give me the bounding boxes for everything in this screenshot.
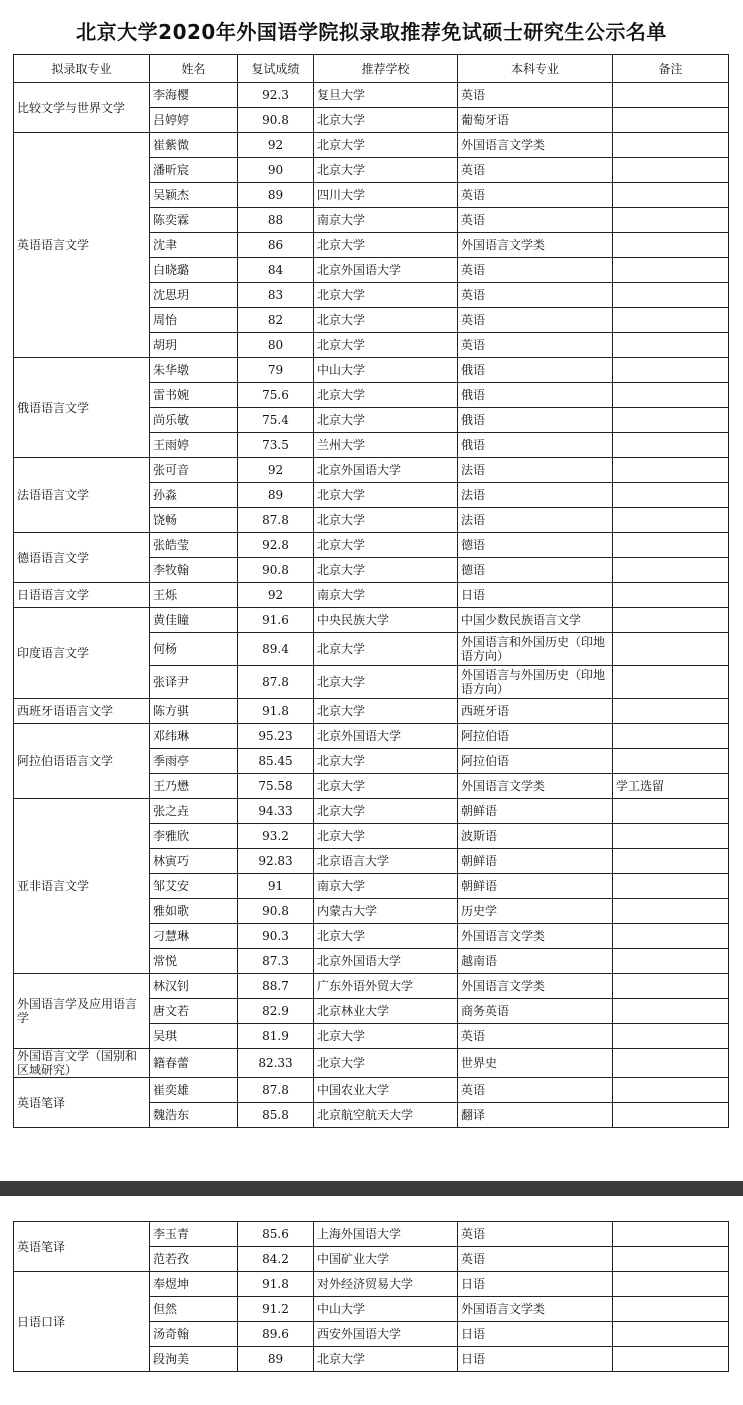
undergrad-major: 历史学	[458, 899, 613, 924]
recommending-school: 北京外国语大学	[314, 258, 458, 283]
remarks	[613, 1272, 729, 1297]
table-row	[14, 533, 729, 558]
student-name: 邓纬琳	[150, 724, 238, 749]
score: 91.2	[238, 1297, 314, 1322]
admitted-major: 英语语言文学	[14, 133, 150, 358]
table-row	[14, 458, 729, 483]
student-name: 魏浩东	[150, 1103, 238, 1128]
score: 75.58	[238, 774, 314, 799]
score: 88	[238, 208, 314, 233]
recommending-school: 中央民族大学	[314, 608, 458, 633]
recommending-school: 广东外语外贸大学	[314, 974, 458, 999]
recommending-school: 北京大学	[314, 533, 458, 558]
student-name: 王雨婷	[150, 433, 238, 458]
remarks	[613, 849, 729, 874]
recommending-school: 北京大学	[314, 666, 458, 699]
remarks	[613, 1347, 729, 1372]
student-name: 李海樱	[150, 83, 238, 108]
remarks	[613, 458, 729, 483]
student-name: 汤奇翰	[150, 1322, 238, 1347]
remarks	[613, 83, 729, 108]
score: 93.2	[238, 824, 314, 849]
score: 91	[238, 874, 314, 899]
remarks	[613, 924, 729, 949]
undergrad-major: 朝鲜语	[458, 849, 613, 874]
recommending-school: 北京外国语大学	[314, 724, 458, 749]
undergrad-major: 英语	[458, 1222, 613, 1247]
score: 94.33	[238, 799, 314, 824]
table-row	[14, 1078, 729, 1103]
recommending-school: 北京大学	[314, 749, 458, 774]
table-row	[14, 1049, 729, 1078]
recommending-school: 北京大学	[314, 508, 458, 533]
recommending-school: 北京大学	[314, 283, 458, 308]
table-row	[14, 358, 729, 383]
student-name: 白晓璐	[150, 258, 238, 283]
undergrad-major: 英语	[458, 1024, 613, 1049]
undergrad-major: 法语	[458, 483, 613, 508]
remarks	[613, 383, 729, 408]
recommending-school: 北京外国语大学	[314, 458, 458, 483]
student-name: 朱华墩	[150, 358, 238, 383]
student-name: 季雨亭	[150, 749, 238, 774]
table-row	[14, 699, 729, 724]
remarks	[613, 1049, 729, 1078]
score: 90.8	[238, 899, 314, 924]
recommending-school: 北京航空航天大学	[314, 1103, 458, 1128]
recommending-school: 北京大学	[314, 233, 458, 258]
remarks	[613, 508, 729, 533]
undergrad-major: 日语	[458, 1272, 613, 1297]
remarks	[613, 749, 729, 774]
remarks	[613, 608, 729, 633]
undergrad-major: 英语	[458, 258, 613, 283]
remarks	[613, 1222, 729, 1247]
score: 89	[238, 183, 314, 208]
admitted-major: 英语笔译	[14, 1222, 150, 1272]
recommending-school: 北京语言大学	[314, 849, 458, 874]
student-name: 张可音	[150, 458, 238, 483]
score: 90.3	[238, 924, 314, 949]
admitted-major: 外国语言学及应用语言学	[14, 974, 150, 1049]
table-row	[14, 799, 729, 824]
score: 92	[238, 458, 314, 483]
student-name: 常悦	[150, 949, 238, 974]
score: 90.8	[238, 558, 314, 583]
remarks	[613, 583, 729, 608]
student-name: 李雅欣	[150, 824, 238, 849]
remarks	[613, 233, 729, 258]
recommending-school: 南京大学	[314, 208, 458, 233]
undergrad-major: 英语	[458, 333, 613, 358]
student-name: 王烁	[150, 583, 238, 608]
admitted-major: 英语笔译	[14, 1078, 150, 1128]
student-name: 崔奕雄	[150, 1078, 238, 1103]
undergrad-major: 翻译	[458, 1103, 613, 1128]
undergrad-major: 外国语言文学类	[458, 974, 613, 999]
remarks	[613, 183, 729, 208]
table-row	[14, 1272, 729, 1297]
page-separator	[0, 1181, 743, 1196]
remarks	[613, 874, 729, 899]
student-name: 雷书婉	[150, 383, 238, 408]
remarks	[613, 483, 729, 508]
student-name: 张译尹	[150, 666, 238, 699]
recommending-school: 北京大学	[314, 408, 458, 433]
undergrad-major: 俄语	[458, 408, 613, 433]
recommending-school: 中国农业大学	[314, 1078, 458, 1103]
undergrad-major: 俄语	[458, 433, 613, 458]
remarks	[613, 283, 729, 308]
table-row	[14, 724, 729, 749]
undergrad-major: 日语	[458, 1347, 613, 1372]
student-name: 但然	[150, 1297, 238, 1322]
score: 87.8	[238, 508, 314, 533]
remarks: 学工选留	[613, 774, 729, 799]
undergrad-major: 世界史	[458, 1049, 613, 1078]
undergrad-major: 英语	[458, 208, 613, 233]
remarks	[613, 558, 729, 583]
undergrad-major: 英语	[458, 83, 613, 108]
admitted-major: 日语语言文学	[14, 583, 150, 608]
score: 87.8	[238, 1078, 314, 1103]
remarks	[613, 1103, 729, 1128]
recommending-school: 北京大学	[314, 108, 458, 133]
undergrad-major: 外国语言文学类	[458, 924, 613, 949]
score: 84.2	[238, 1247, 314, 1272]
undergrad-major: 朝鲜语	[458, 799, 613, 824]
recommending-school: 西安外国语大学	[314, 1322, 458, 1347]
score: 85.45	[238, 749, 314, 774]
remarks	[613, 333, 729, 358]
student-name: 吴颖杰	[150, 183, 238, 208]
recommending-school: 北京大学	[314, 699, 458, 724]
student-name: 籍春蕾	[150, 1049, 238, 1078]
undergrad-major: 英语	[458, 183, 613, 208]
recommending-school: 中山大学	[314, 1297, 458, 1322]
student-name: 张之垚	[150, 799, 238, 824]
header-major: 拟录取专业	[14, 55, 150, 83]
recommending-school: 北京林业大学	[314, 999, 458, 1024]
admission-table	[13, 54, 729, 1128]
undergrad-major: 英语	[458, 1247, 613, 1272]
recommending-school: 北京大学	[314, 308, 458, 333]
recommending-school: 北京外国语大学	[314, 949, 458, 974]
remarks	[613, 433, 729, 458]
undergrad-major: 德语	[458, 533, 613, 558]
recommending-school: 复旦大学	[314, 83, 458, 108]
recommending-school: 内蒙古大学	[314, 899, 458, 924]
admitted-major: 阿拉伯语语言文学	[14, 724, 150, 799]
admitted-major: 亚非语言文学	[14, 799, 150, 974]
undergrad-major: 法语	[458, 508, 613, 533]
undergrad-major: 葡萄牙语	[458, 108, 613, 133]
header-score: 复试成绩	[238, 55, 314, 83]
undergrad-major: 俄语	[458, 383, 613, 408]
recommending-school: 中国矿业大学	[314, 1247, 458, 1272]
remarks	[613, 999, 729, 1024]
table-row	[14, 608, 729, 633]
undergrad-major: 外国语言文学类	[458, 233, 613, 258]
remarks	[613, 308, 729, 333]
undergrad-major: 西班牙语	[458, 699, 613, 724]
undergrad-major: 外国语言文学类	[458, 774, 613, 799]
score: 87.3	[238, 949, 314, 974]
admitted-major: 德语语言文学	[14, 533, 150, 583]
undergrad-major: 中国少数民族语言文学	[458, 608, 613, 633]
remarks	[613, 258, 729, 283]
table-row	[14, 133, 729, 158]
score: 75.6	[238, 383, 314, 408]
remarks	[613, 666, 729, 699]
remarks	[613, 974, 729, 999]
recommending-school: 北京大学	[314, 824, 458, 849]
recommending-school: 北京大学	[314, 774, 458, 799]
remarks	[613, 1322, 729, 1347]
recommending-school: 北京大学	[314, 924, 458, 949]
undergrad-major: 英语	[458, 283, 613, 308]
remarks	[613, 699, 729, 724]
student-name: 邹艾安	[150, 874, 238, 899]
score: 91.8	[238, 699, 314, 724]
undergrad-major: 英语	[458, 1078, 613, 1103]
admitted-major: 俄语语言文学	[14, 358, 150, 458]
recommending-school: 南京大学	[314, 874, 458, 899]
recommending-school: 对外经济贸易大学	[314, 1272, 458, 1297]
recommending-school: 北京大学	[314, 483, 458, 508]
score: 92.83	[238, 849, 314, 874]
table-body	[14, 83, 729, 1128]
undergrad-major: 波斯语	[458, 824, 613, 849]
admitted-major: 外国语言文学（国别和区域研究）	[14, 1049, 150, 1078]
student-name: 吴琪	[150, 1024, 238, 1049]
undergrad-major: 外国语言与外国历史（印地语方向）	[458, 666, 613, 699]
student-name: 崔紫微	[150, 133, 238, 158]
recommending-school: 北京大学	[314, 158, 458, 183]
undergrad-major: 朝鲜语	[458, 874, 613, 899]
score: 89.4	[238, 633, 314, 666]
table-body	[14, 1222, 729, 1372]
recommending-school: 北京大学	[314, 1024, 458, 1049]
student-name: 李玉青	[150, 1222, 238, 1247]
admission-table-continued	[13, 1221, 729, 1372]
student-name: 李牧翰	[150, 558, 238, 583]
undergrad-major: 英语	[458, 308, 613, 333]
remarks	[613, 408, 729, 433]
undergrad-major: 商务英语	[458, 999, 613, 1024]
score: 82.9	[238, 999, 314, 1024]
recommending-school: 四川大学	[314, 183, 458, 208]
remarks	[613, 949, 729, 974]
student-name: 周怡	[150, 308, 238, 333]
remarks	[613, 358, 729, 383]
table-row	[14, 1222, 729, 1247]
undergrad-major: 外国语言文学类	[458, 1297, 613, 1322]
score: 89	[238, 483, 314, 508]
recommending-school: 中山大学	[314, 358, 458, 383]
score: 91.8	[238, 1272, 314, 1297]
recommending-school: 南京大学	[314, 583, 458, 608]
student-name: 雅如歌	[150, 899, 238, 924]
recommending-school: 北京大学	[314, 799, 458, 824]
score: 86	[238, 233, 314, 258]
student-name: 潘昕宸	[150, 158, 238, 183]
remarks	[613, 158, 729, 183]
score: 91.6	[238, 608, 314, 633]
student-name: 陈方骐	[150, 699, 238, 724]
score: 92	[238, 133, 314, 158]
score: 89.6	[238, 1322, 314, 1347]
undergrad-major: 日语	[458, 583, 613, 608]
student-name: 奉煜坤	[150, 1272, 238, 1297]
score: 84	[238, 258, 314, 283]
score: 95.23	[238, 724, 314, 749]
score: 90.8	[238, 108, 314, 133]
remarks	[613, 1078, 729, 1103]
remarks	[613, 208, 729, 233]
score: 89	[238, 1347, 314, 1372]
score: 75.4	[238, 408, 314, 433]
student-name: 沈聿	[150, 233, 238, 258]
student-name: 张皓莹	[150, 533, 238, 558]
recommending-school: 兰州大学	[314, 433, 458, 458]
remarks	[613, 108, 729, 133]
student-name: 何杨	[150, 633, 238, 666]
header-school: 推荐学校	[314, 55, 458, 83]
remarks	[613, 1297, 729, 1322]
score: 82	[238, 308, 314, 333]
undergrad-major: 外国语言和外国历史（印地语方向）	[458, 633, 613, 666]
student-name: 饶畅	[150, 508, 238, 533]
admitted-major: 西班牙语语言文学	[14, 699, 150, 724]
student-name: 林汉钊	[150, 974, 238, 999]
remarks	[613, 799, 729, 824]
score: 79	[238, 358, 314, 383]
table-row	[14, 583, 729, 608]
score: 87.8	[238, 666, 314, 699]
score: 85.8	[238, 1103, 314, 1128]
admitted-major: 印度语言文学	[14, 608, 150, 699]
student-name: 唐文若	[150, 999, 238, 1024]
recommending-school: 上海外国语大学	[314, 1222, 458, 1247]
undergrad-major: 俄语	[458, 358, 613, 383]
student-name: 尚乐敏	[150, 408, 238, 433]
recommending-school: 北京大学	[314, 633, 458, 666]
header-remarks: 备注	[613, 55, 729, 83]
undergrad-major: 阿拉伯语	[458, 749, 613, 774]
recommending-school: 北京大学	[314, 1049, 458, 1078]
recommending-school: 北京大学	[314, 133, 458, 158]
table-row	[14, 974, 729, 999]
student-name: 刁慧琳	[150, 924, 238, 949]
page-title: 北京大学2020年外国语学院拟录取推荐免试硕士研究生公示名单	[76, 20, 667, 44]
table-header-row	[14, 55, 729, 83]
student-name: 陈奕霖	[150, 208, 238, 233]
score: 85.6	[238, 1222, 314, 1247]
score: 92	[238, 583, 314, 608]
header-name: 姓名	[150, 55, 238, 83]
student-name: 范若孜	[150, 1247, 238, 1272]
recommending-school: 北京大学	[314, 1347, 458, 1372]
recommending-school: 北京大学	[314, 333, 458, 358]
header-undergrad-major: 本科专业	[458, 55, 613, 83]
undergrad-major: 英语	[458, 158, 613, 183]
remarks	[613, 533, 729, 558]
remarks	[613, 1247, 729, 1272]
undergrad-major: 德语	[458, 558, 613, 583]
remarks	[613, 899, 729, 924]
remarks	[613, 133, 729, 158]
student-name: 段洵美	[150, 1347, 238, 1372]
score: 73.5	[238, 433, 314, 458]
score: 83	[238, 283, 314, 308]
remarks	[613, 1024, 729, 1049]
student-name: 沈思玥	[150, 283, 238, 308]
undergrad-major: 外国语言文学类	[458, 133, 613, 158]
admitted-major: 比较文学与世界文学	[14, 83, 150, 133]
score: 80	[238, 333, 314, 358]
undergrad-major: 阿拉伯语	[458, 724, 613, 749]
table-row	[14, 83, 729, 108]
score: 82.33	[238, 1049, 314, 1078]
score: 92.8	[238, 533, 314, 558]
student-name: 胡玥	[150, 333, 238, 358]
remarks	[613, 824, 729, 849]
student-name: 黄佳瞳	[150, 608, 238, 633]
admitted-major: 日语口译	[14, 1272, 150, 1372]
student-name: 吕婷婷	[150, 108, 238, 133]
student-name: 孙淼	[150, 483, 238, 508]
recommending-school: 北京大学	[314, 558, 458, 583]
remarks	[613, 633, 729, 666]
admitted-major: 法语语言文学	[14, 458, 150, 533]
score: 81.9	[238, 1024, 314, 1049]
undergrad-major: 越南语	[458, 949, 613, 974]
student-name: 林寅巧	[150, 849, 238, 874]
score: 88.7	[238, 974, 314, 999]
undergrad-major: 法语	[458, 458, 613, 483]
recommending-school: 北京大学	[314, 383, 458, 408]
score: 90	[238, 158, 314, 183]
undergrad-major: 日语	[458, 1322, 613, 1347]
student-name: 王乃懋	[150, 774, 238, 799]
score: 92.3	[238, 83, 314, 108]
remarks	[613, 724, 729, 749]
